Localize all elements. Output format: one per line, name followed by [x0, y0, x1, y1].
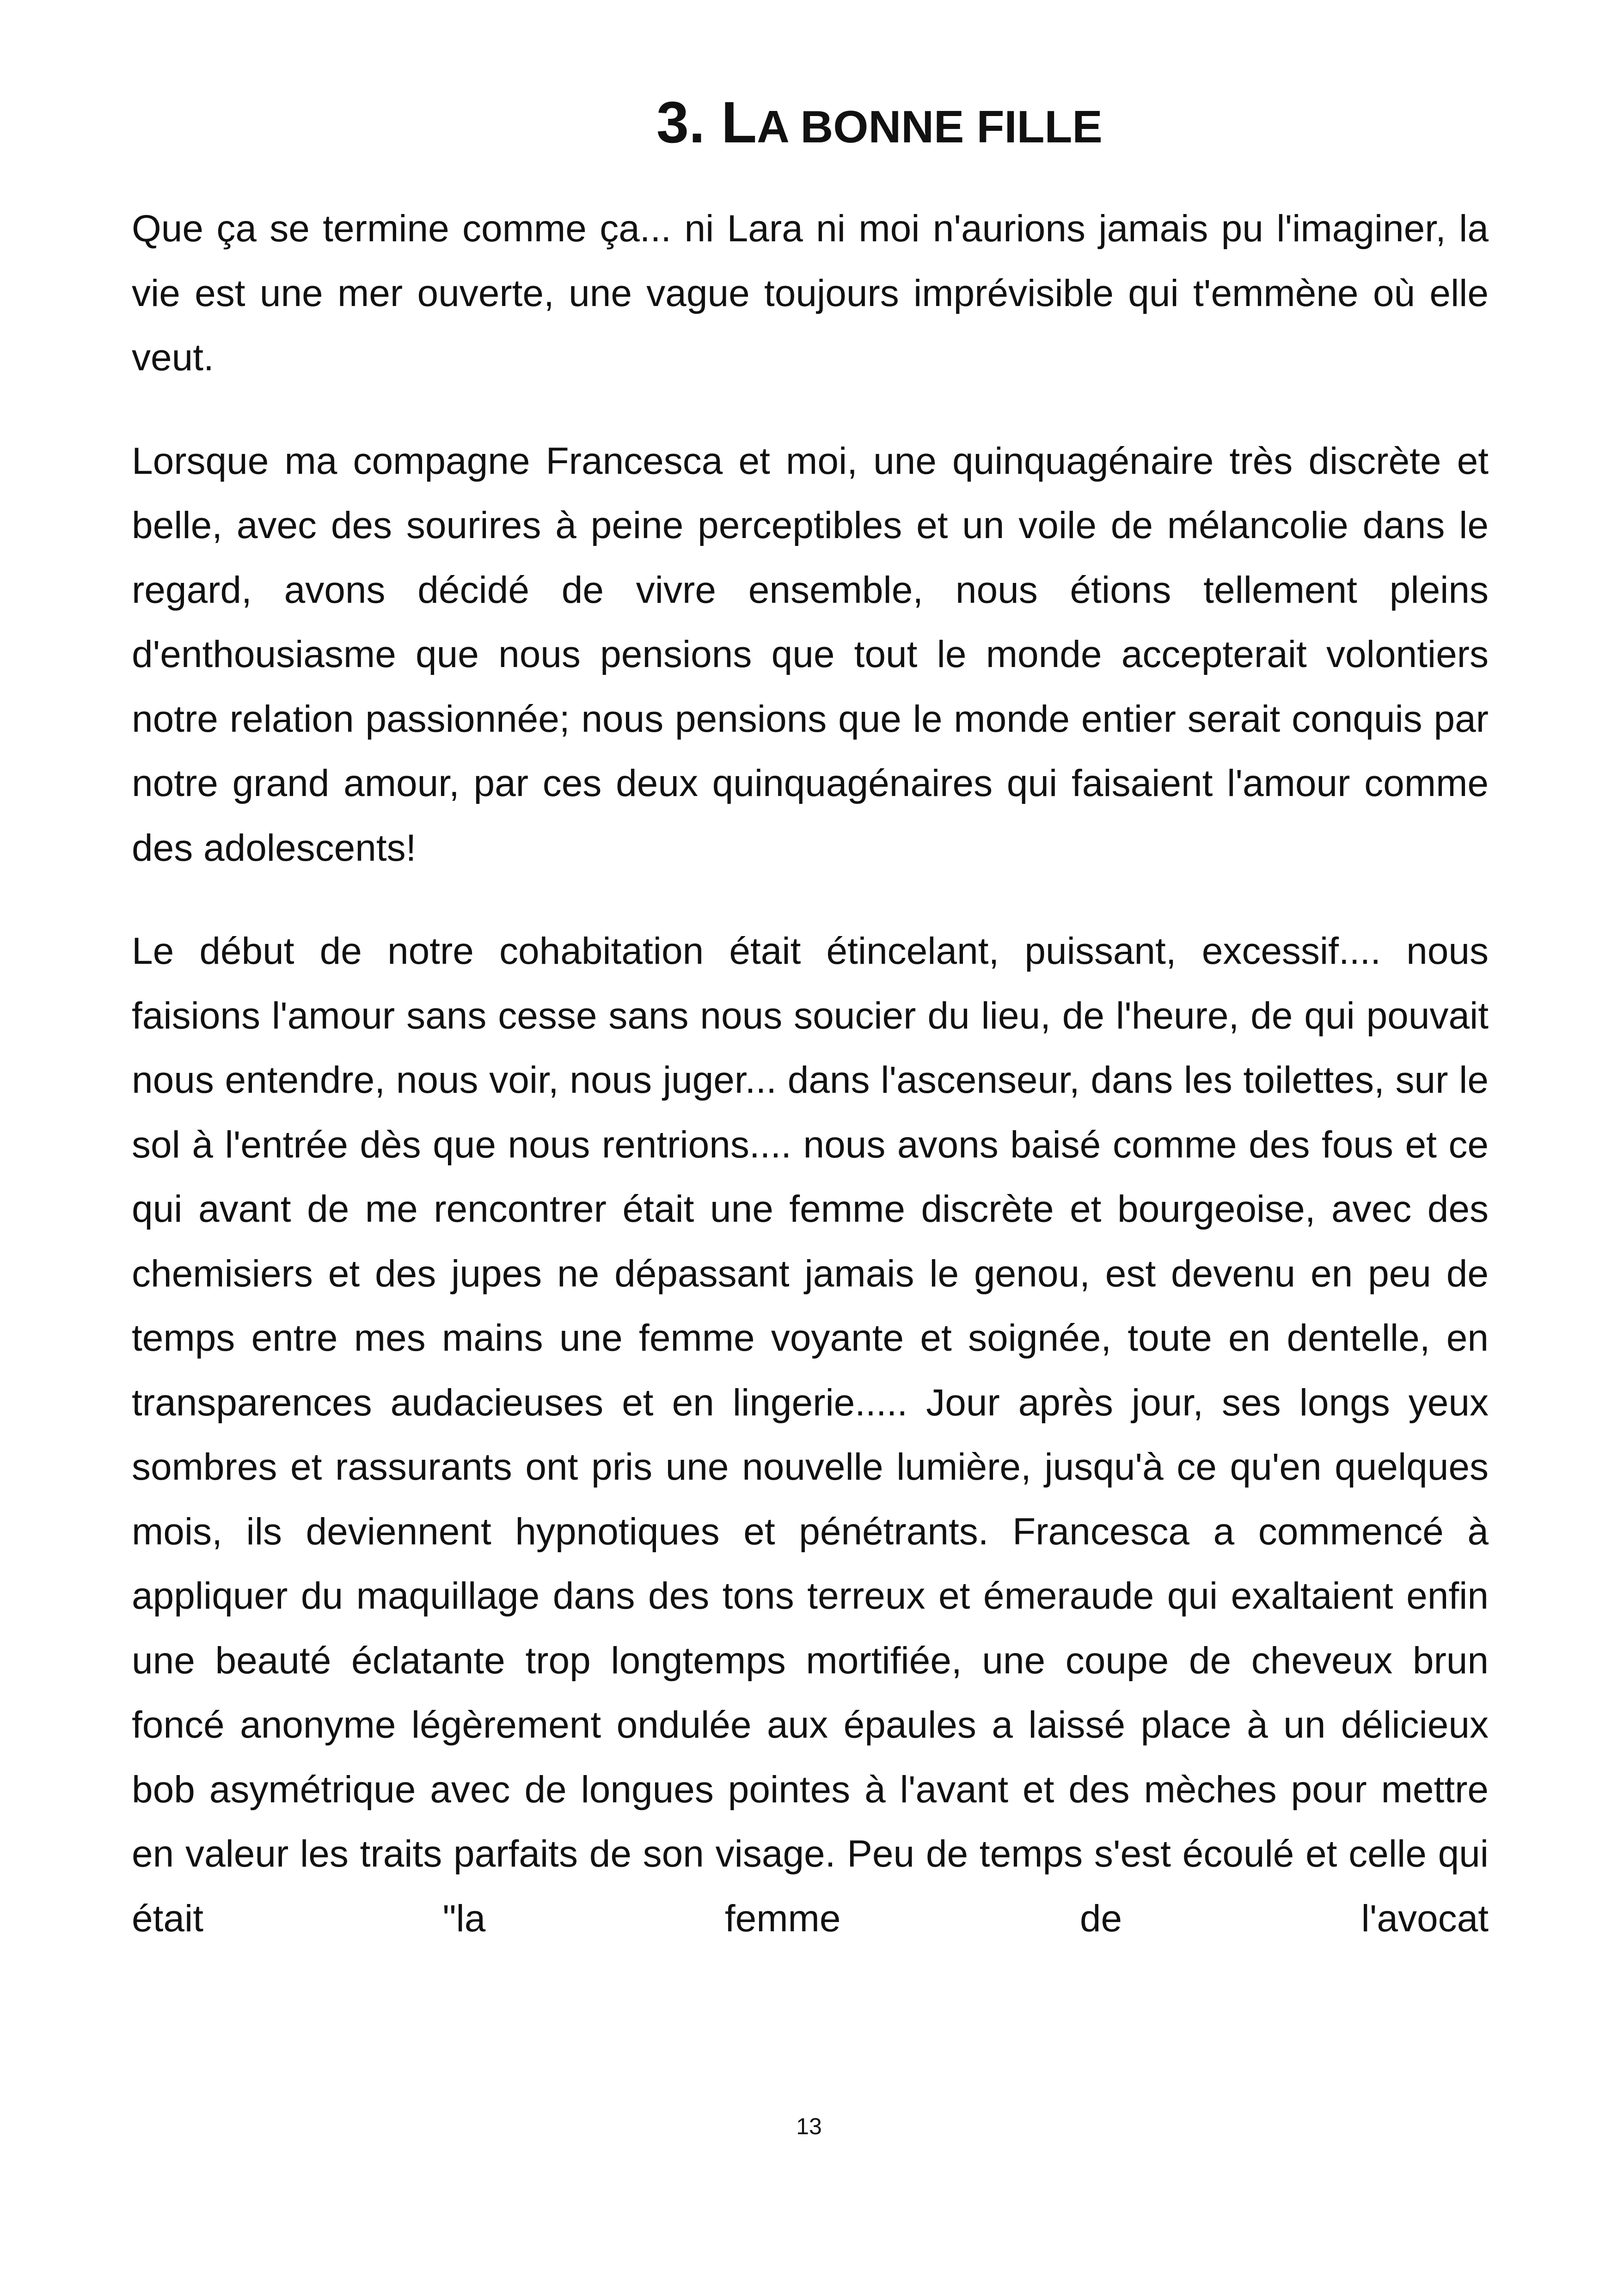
chapter-title-rest: A BONNE FILLE: [757, 101, 1103, 152]
paragraph: Le début de notre cohabitation était étincelant, puissant, excessif.... nous faisions l'amour sans cesse sans nous soucier du lieu, de l'heure, de qui pouvait nous entendre, nous voir, nous juger... dans l'ascenseur, dans les toilettes, sur le sol à l'entrée dès que nous rentrions.... nous avons baisé comme des fous et ce qui avant de me rencontrer était une femme discrète et bourgeoise, avec des chemisiers et des jupes ne dépassant jamais le genou, est devenu en peu de temps entre mes mains une femme voyante et soignée, toute en dentelle, en transparences audacieuses et en lingerie..... Jour après jour, ses longs yeux sombres et rassurants ont pris une nouvelle lumière, jusqu'à ce qu'en quelques mois, ils deviennent hypnotiques et pénétrants. Francesca a commencé à appliquer du maquillage dans des tons terreux et émeraude qui exaltaient enfin une beauté éclatante trop longtemps mortifiée, une coupe de cheveux brun foncé anonyme légèrement ondulée aux épaules a laissé place à un délicieux bob asymétrique avec de longues pointes à l'avant et des mèches pour mettre en valeur les traits parfaits de son visage. Peu de temps s'est écoulé et celle qui était "la femme de l'avocat: [132, 930, 1489, 1940]
paragraph: Lorsque ma compagne Francesca et moi, une quinquagénaire très discrète et belle, avec des sourires à peine perceptibles et un voile de mélancolie dans le regard, avons décidé de vivre ensemble, nous étions tellement pleins d'enthousiasme que nous pensions que tout le monde accepterait volontiers notre relation passionnée; nous pensions que le monde entier serait conquis par notre grand amour, par ces deux quinquagénaires qui faisaient l'amour comme des adolescents!: [132, 440, 1489, 869]
page-number: 13: [796, 2113, 822, 2139]
chapter-title-initial: L: [721, 90, 757, 155]
chapter-title: [656, 88, 1103, 161]
chapter-body: [132, 196, 1489, 1951]
chapter-number: 3.: [656, 90, 705, 155]
paragraph: Que ça se termine comme ça... ni Lara ni moi n'aurions jamais pu l'imaginer, la vie est une mer ouverte, une vague toujours imprévisible qui t'emmène où elle veut.: [132, 208, 1489, 379]
